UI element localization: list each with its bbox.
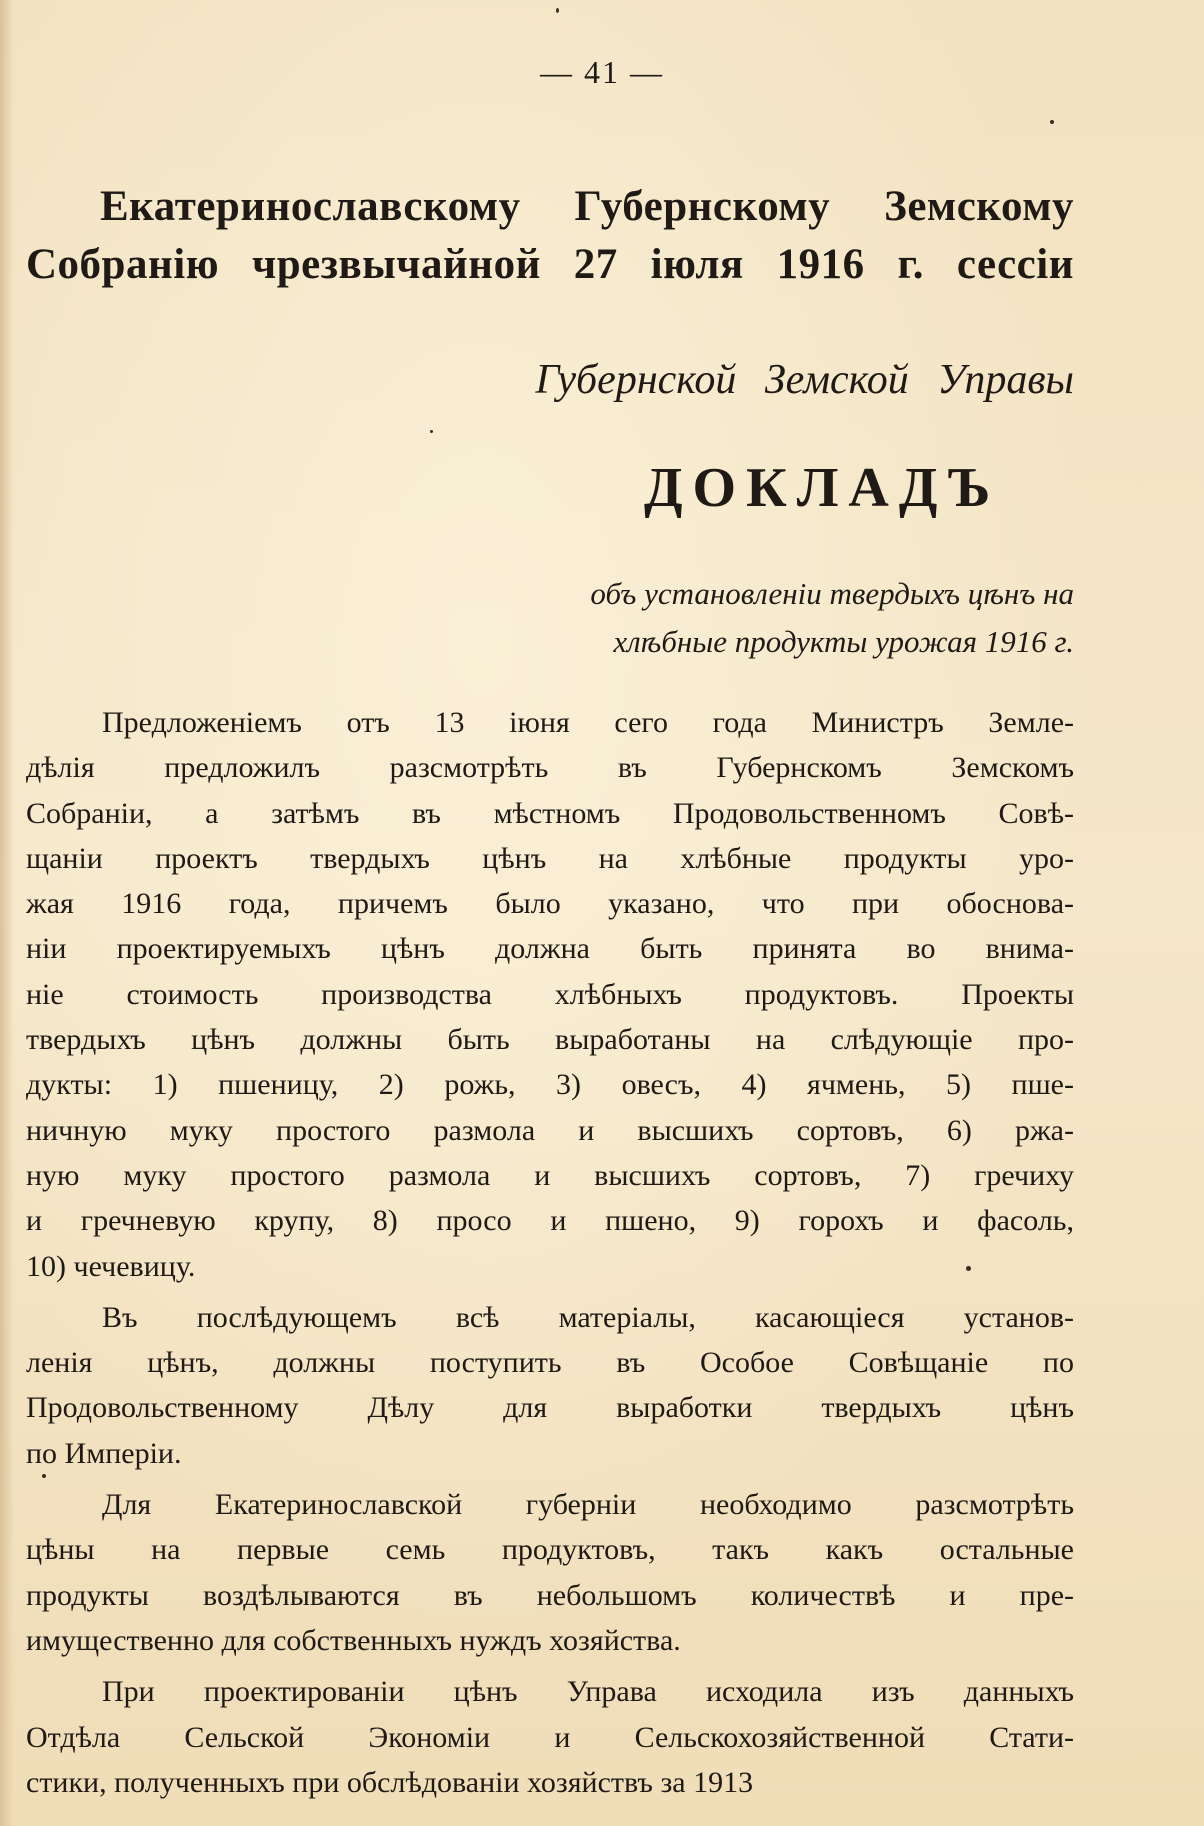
body-text — [26, 700, 1074, 1805]
paragraph — [26, 1669, 1074, 1805]
paragraph-line: Продовольственному Дѣлу для выработки твердыхъ цѣнъ — [26, 1391, 1074, 1425]
paragraph-line: Собраніи, а затѣмъ въ мѣстномъ Продовольственномъ Совѣ- — [26, 796, 1074, 830]
document-heading — [26, 178, 1074, 294]
paragraph-line: 10) чечевицу. — [26, 1249, 196, 1283]
paragraph — [26, 1482, 1074, 1663]
paragraph-line: щаніи проектъ твердыхъ цѣнъ на хлѣбные продукты уро- — [26, 841, 1074, 875]
paragraph-line: твердыхъ цѣнъ должны быть выработаны на слѣдующіе про- — [26, 1023, 1074, 1057]
print-speck — [556, 8, 559, 13]
paragraph-line: ніе стоимость производства хлѣбныхъ продуктовъ. Проекты — [26, 977, 1074, 1011]
subject-line-1: объ установленіи твердыхъ цѣнъ на — [590, 576, 1074, 611]
paragraph-line: продукты воздѣлываются въ небольшомъ количествѣ и пре- — [26, 1578, 1074, 1612]
paragraph-line: ную муку простого размола и высшихъ сортовъ, 7) гречиху — [26, 1158, 1074, 1192]
page-number: — 41 — — [540, 54, 664, 90]
paragraph-line: ничную муку простого размола и высшихъ сортовъ, 6) ржа- — [26, 1113, 1074, 1147]
print-speck — [42, 1474, 46, 1478]
heading-line-2: Собранію чрезвычайной 27 іюля 1916 г. сессіи — [26, 241, 1074, 288]
subject-line-2: хлѣбные продукты урожая 1916 г. — [613, 624, 1074, 659]
paragraph-line: Отдѣла Сельской Экономіи и Сельскохозяйственной Стати- — [26, 1720, 1074, 1754]
paragraph-line: дукты: 1) пшеницу, 2) рожь, 3) овесъ, 4) ячмень, 5) пше- — [26, 1068, 1074, 1102]
paragraph-line: ніи проектируемыхъ цѣнъ должна быть принята во внима- — [26, 932, 1074, 966]
report-subject — [454, 570, 1074, 666]
issuer-line: Губернской Земской Управы — [535, 357, 1074, 403]
paragraph-line: дѣлія предложилъ разсмотрѣть въ Губернскомъ Земскомъ — [26, 751, 1074, 785]
paragraph-line: стики, полученныхъ при обслѣдованіи хозяйствъ за 1913 — [26, 1765, 754, 1799]
paragraph-line: жая 1916 года, причемъ было указано, что при обоснова- — [26, 887, 1074, 921]
paragraph-line: Для Екатеринославской губерніи необходимо разсмотрѣть — [102, 1488, 1074, 1522]
paragraph-line: имущественно для собственныхъ нуждъ хозяйства. — [26, 1623, 681, 1657]
paragraph-line: Въ послѣдующемъ всѣ матеріалы, касающіеся установ- — [102, 1300, 1074, 1334]
print-speck — [430, 430, 433, 433]
print-speck — [966, 1266, 971, 1271]
paragraph-line: цѣны на первые семь продуктовъ, такъ какъ остальные — [26, 1533, 1074, 1567]
paragraph-line: При проектированіи цѣнъ Управа исходила изъ данныхъ — [102, 1675, 1074, 1709]
report-title: ДОКЛАДЪ — [644, 457, 1001, 519]
paragraph-line: и гречневую крупу, 8) просо и пшено, 9) горохъ и фасоль, — [26, 1204, 1074, 1238]
paragraph — [26, 700, 1074, 1289]
paragraph-line: Предложеніемъ отъ 13 іюня сего года Министръ Земле- — [102, 706, 1074, 739]
heading-line-1: Екатеринославскому Губернскому Земскому — [100, 183, 1074, 230]
paragraph — [26, 1295, 1074, 1476]
paragraph-line: ленія цѣнъ, должны поступить въ Особое Совѣщаніе по — [26, 1346, 1074, 1380]
paragraph-line: по Имперіи. — [26, 1436, 182, 1470]
print-speck — [1050, 120, 1054, 124]
